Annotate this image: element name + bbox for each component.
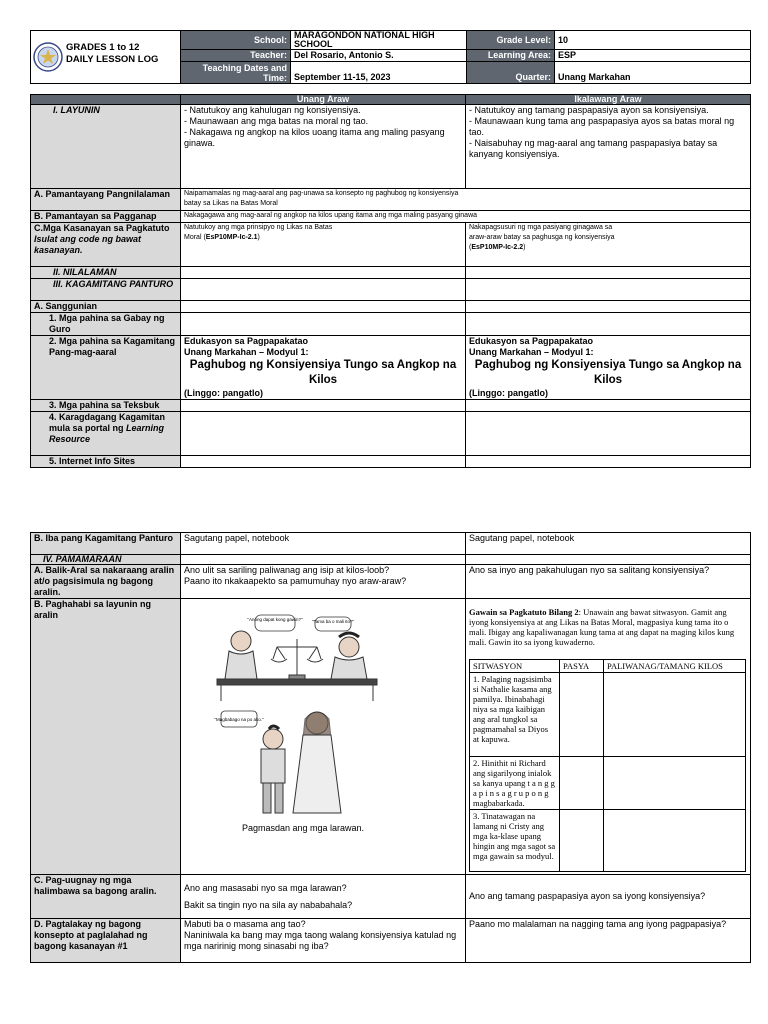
kagamitang-text: III. KAGAMITANG PANTURO [53,279,174,289]
area-value: ESP [555,50,751,62]
quarter-value: Unang Markahan [555,62,751,84]
paguugnay-label: C. Pag-uugnay ng mga halimbawa sa bagong aralin. [31,875,181,919]
paliwanag-cell [604,810,746,872]
pasya-cell [560,810,604,872]
sitwasyon-cell: 3. Tinatawagan na lamang ni Cristy ang mga ka-klase upang hingin ang mga sagot sa mga gawain sa modyul. [470,810,560,872]
layunin-d2-item: - Natutukoy ang tamang paspapasiya ayon sa konsiyensiya. [469,105,709,115]
header-table [30,30,751,84]
paliwanag-cell [604,673,746,757]
gabay-label: 1. Mga pahina sa Gabay ng Guro [31,313,181,336]
sanggunian-label: A. Sanggunian [31,301,181,313]
inner-header-sitwasyon: SITWASYON [470,660,560,673]
school-label: School: [181,31,291,50]
sitwasyon-cell: 1. Palaging nagsisimba si Nathalie kasama ang pamilya. Ibinabahagi niya sa mga kaibigan ang aral tungkol sa pagmamahal sa Diyos at kapuwa. [470,673,560,757]
days-corner [31,95,181,105]
pasya-cell [560,673,604,757]
teksbuk-day2 [466,400,751,412]
sanggunian-day1 [181,301,466,313]
module-title: Paghubog ng Konsiyensiya Tungo sa Angkop na Kilos [474,359,742,386]
teacher-label: Teacher: [181,50,291,62]
sanggunian-day2 [466,301,751,313]
bubble2-text: "Tama ba o mali ito?" [311,619,355,624]
layunin-label [31,105,181,189]
boy-and-mother-illustration [261,712,341,813]
kagamitang-pang-label: 2. Mga pahina sa Kagamitang Pang-mag-aaral [31,336,181,400]
iba-day2: Sagutang papel, notebook [466,533,751,555]
karagdagang-italic: Learning Resource [49,423,165,444]
teacher-value: Del Rosario, Antonio S. [291,50,467,62]
module-line1: Edukasyon sa Pagpapakatao [184,336,309,346]
module-linggo: (Linggo: pangatlo) [469,388,548,398]
kasanayan-d1-text: Natutukoy ang mga prinsipyo ng Likas na Batas Moral ( [184,224,333,241]
header-title-cell [31,31,181,84]
gabay-day1 [181,313,466,336]
pamamaraan-text: IV. PAMAMARAAN [43,554,122,564]
module-title: Paghubog ng Konsiyensiya Tungo sa Angkop na Kilos [189,359,457,386]
nilalaman-text: II. NILALAMAN [53,267,117,277]
pagtalakay-day2: Paano mo malalaman na nagging tama ang iyong pagpapasiya? [466,919,751,963]
pamantayang-value: Naipamamalas ng mag-aaral ang pag-unawa sa konsepto ng paghubog ng konsiyensiya batay sa Likas na Batas Moral [181,189,751,211]
layunin-d1-item: - Maunawaan ang mga batas na moral ng tao. [184,116,369,126]
grade-value: 10 [555,31,751,50]
paghahabi-label: B. Paghahabi sa layunin ng aralin [31,599,181,875]
gabay-day2 [466,313,751,336]
day2-header: Ikalawang Araw [466,95,751,105]
iba-label: B. Iba pang Kagamitang Panturo [31,533,181,555]
dates-label: Teaching Dates and Time: [181,62,291,84]
nilalaman-day1 [181,267,466,279]
pamamaraan-label [31,555,181,565]
nilalaman-label [31,267,181,279]
lesson-table-part1 [30,94,751,468]
pamamaraan-day1 [181,555,466,565]
kagamitang-day2 [466,279,751,301]
paliwanag-cell [604,757,746,810]
gawain-instructions [469,607,747,647]
gawain-bold: Gawain sa Pagkatuto Bilang 2 [469,607,579,617]
karagdagang-day2 [466,412,751,456]
paghahabi-day2 [466,599,751,875]
teksbuk-day1 [181,400,466,412]
day1-header: Unang Araw [181,95,466,105]
karagdagang-label [31,412,181,456]
bubble1-text: "Anong dapat kong gawin?" [247,617,303,622]
kasanayan-note: Isulat ang code ng bawat kasanayan. [34,234,142,255]
module-line1: Edukasyon sa Pagpapakatao [469,336,594,346]
module-line2: Unang Markahan – Modyul 1: [469,347,594,357]
layunin-d2-item: - Naisabuhay ng mag-aaral ang tamang paspapasiya batay sa kanyang konsiyensiya. [469,138,718,159]
iba-day1: Sagutang papel, notebook [181,533,466,555]
layunin-d2-item: - Maunawaan kung tama ang paspapasiya ayos sa batas moral ng tao. [469,116,735,137]
pagganap-label: B. Pamantayan sa Pagganap [31,211,181,223]
layunin-d1-item: - Natutukoy ang kahulugan ng konsiyensiya. [184,105,361,115]
pasya-cell [560,757,604,810]
pamantayang-label: A. Pamantayang Pangnilalaman [31,189,181,211]
kasanayan-d1-code: EsP10MP-Ic-2.1 [205,234,258,241]
pagtalakay-d1-line: Mabuti ba o masama ang tao? [184,919,306,929]
module-line2: Unang Markahan – Modyul 1: [184,347,309,357]
dates-value: September 11-15, 2023 [291,62,467,84]
lesson-table-part2 [30,532,751,963]
layunin-text: I. LAYUNIN [53,105,100,115]
speech-bubble-1 [247,615,303,631]
kagamitang-day1 [181,279,466,301]
pagtalakay-d1-line: Naniniwala ka bang may mga taong walang konsiyensiya katulad ng mga naririnig mong sinasabi ng iba? [184,930,457,951]
kasanayan-d2-text: Nakapagsusuri ng mga pasiyang ginagawa sa araw-araw batay sa paghusga ng konsiyensiya ( [469,224,615,251]
pagtalakay-day1 [181,919,466,963]
paguugnay-d1-line: Bakit sa tingin nyo na sila ay nababahala? [184,899,353,910]
balik-d1-line: Ano ulit sa sariling paliwanag ang isip at kilos-loob? [184,565,390,575]
layunin-day1 [181,105,466,189]
pamamaraan-day2 [466,555,751,565]
pagtalakay-label: D. Pagtalakay ng bagong konsepto at paglalahad ng bagong kasanayan #1 [31,919,181,963]
paguugnay-d1-line: Ano ang masasabi nyo sa mga larawan? [184,882,347,893]
kasanayan-day1: Natutukoy ang mga prinsipyo ng Likas na Batas Moral (EsP10MP-Ic-2.1) [181,223,466,267]
internet-day2 [466,456,751,468]
layunin-day2 [466,105,751,189]
module-day1 [181,336,466,400]
karagdagang-text: 4. Karagdagang Kagamitan mula sa portal ng [49,412,166,433]
balik-label: A. Balik-Aral sa nakaraang aralin at/o pagsisimula ng bagong aralin. [31,565,181,599]
nilalaman-day2 [466,267,751,279]
balik-d1-line: Paano ito nkakaapekto sa pamumuhay nyo araw-araw? [184,576,407,586]
inner-header-pasya: PASYA [560,660,604,673]
layunin-d1-item: - Nakagawa ng angkop na kilos uoang itama ang maling pasyang ginawa. [184,127,445,148]
balik-day1 [181,565,466,599]
area-label: Learning Area: [467,50,555,62]
paguugnay-day1 [181,875,466,919]
grade-label: Grade Level: [467,31,555,50]
speech-bubble-2 [312,617,355,631]
paguugnay-day2: Ano ang tamang paspapasiya ayon sa iyong konsiyensiya? [466,875,751,919]
school-value: MARAGONDON NATIONAL HIGH SCHOOL [291,31,467,50]
deped-seal-icon [33,42,63,72]
balik-day2: Ano sa inyo ang pakahulugan nyo sa salitang konsiyensiya? [466,565,751,599]
speech-bubble-3 [214,711,264,727]
module-day2 [466,336,751,400]
header-title-line2: DAILY LESSON LOG [66,54,159,65]
internet-day1 [181,456,466,468]
pagganap-value: Nakagagawa ang mag-aaral ng angkop na kilos upang itama ang mga maling pasyang ginawa [181,211,751,223]
quarter-label: Quarter: [467,62,555,84]
sitwasyon-cell: 2. Hinithit ni Richard ang sigarilyong inialok sa kanya upang t a n g g a p i n s a g r u p o n g magbabarkada. [470,757,560,810]
kagamitang-label [31,279,181,301]
module-linggo: (Linggo: pangatlo) [184,388,263,398]
children-at-table-illustration [217,631,377,701]
kasanayan-label-cell [31,223,181,267]
internet-label: 5. Internet Info Sites [31,456,181,468]
paghahabi-day1 [181,599,466,875]
teksbuk-label: 3. Mga pahina sa Teksbuk [31,400,181,412]
bubble3-text: "Magbabago na po ako." [214,717,264,722]
inner-header-paliwanag: PALIWANAG/TAMANG KILOS [604,660,746,673]
illustration-caption: Pagmasdan ang mga larawan. [241,823,365,833]
header-title-line1: GRADES 1 to 12 [66,42,140,53]
illustration-image [181,599,464,871]
kasanayan-d2-code: EsP10MP-Ic-2.2 [471,244,524,251]
karagdagang-day1 [181,412,466,456]
gawain-text: : Unawain ang bawat sitwasyon. Gamit ang iyong konsiyensiya at ang Likas na Batas Moral, magpasiya kung tama ito o mali. Ibigay ang kapaliwanagan kung tama at ang dapat na maging kilos kung mali. Gawin ito sa iyong kuwaderno. [469,607,735,647]
sitwasyon-table [469,659,746,872]
kasanayan-day2: Nakapagsusuri ng mga pasiyang ginagawa sa araw-araw batay sa paghusga ng konsiyensiya (EsP10MP-Ic-2.2) [466,223,751,267]
kasanayan-label: C.Mga Kasanayan sa Pagkatuto [34,223,170,233]
